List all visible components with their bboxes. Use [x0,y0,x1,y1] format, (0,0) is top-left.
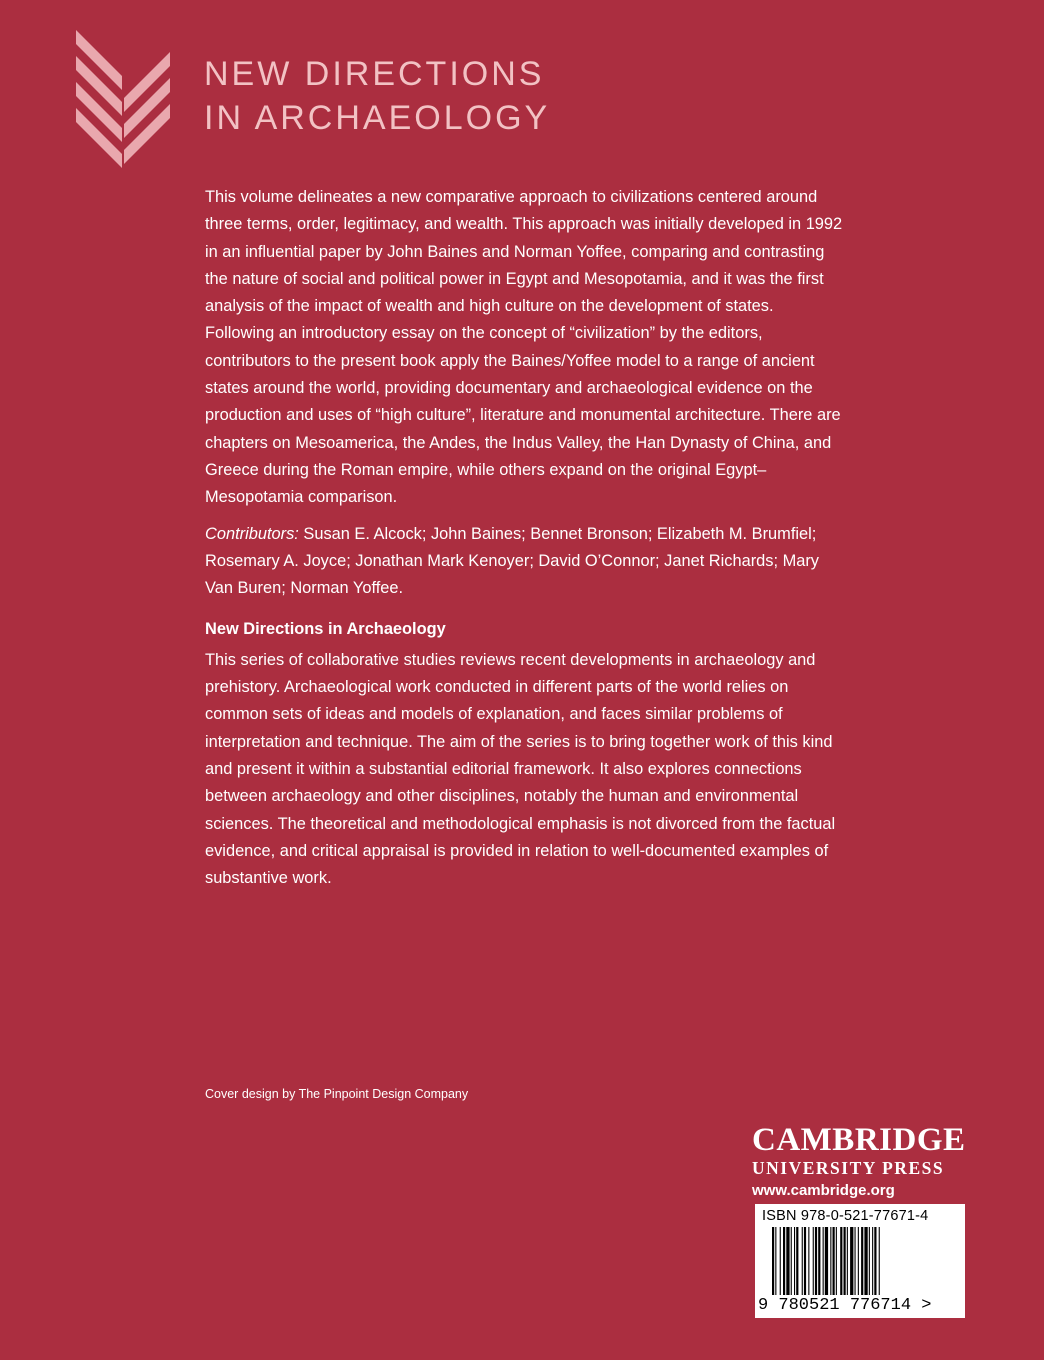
series-title-line2: IN ARCHAEOLOGY [204,99,551,137]
isbn-barcode-box [755,1204,965,1318]
series-description: This series of collaborative studies reviews recent developments in archaeology and prehistory. Archaeological work conducted in different parts of the world relies on common sets of ideas and models of explanation, and faces similar problems of interpretation and technique. The aim of the series is to bring together work of this kind and present it within a substantial editorial framework. It also explores connections between archaeology and other disciplines, notably the human and environmental sciences. The theoretical and methodological emphasis is not divorced from the factual evidence, and critical appraisal is provided in relation to well-documented examples of substantive work. [205,650,836,888]
barcode-digits: 9 780521 776714 > [758,1296,932,1315]
publisher-url: www.cambridge.org [752,1182,895,1199]
publisher-logo [752,1122,966,1199]
back-cover-text [205,184,845,892]
isbn-label: ISBN 978-0-521-77671-4 [762,1208,929,1224]
publisher-name: CAMBRIDGE [752,1122,966,1158]
series-heading: New Directions in Archaeology [205,620,446,639]
series-title [204,52,550,140]
contributors-label: Contributors: [205,524,299,543]
chevron-arrows-icon [76,30,170,172]
cover-design-credit: Cover design by The Pinpoint Design Company [205,1087,469,1101]
publisher-press: UNIVERSITY PRESS [752,1158,945,1178]
contributors-paragraph [205,521,845,603]
series-title-line1: NEW DIRECTIONS [204,55,545,93]
description-paragraph: This volume delineates a new comparative approach to civilizations centered around three terms, order, legitimacy, and wealth. This approach was initially developed in 1992 in an influential paper by John Baines and Norman Yoffee, comparing and contrasting the nature of social and political power in Egypt and Mesopotamia, and it was the first analysis of the impact of wealth and high culture on the development of states. Following an introductory essay on the concept of “civilization” by the editors, contributors to the present book apply the Baines/Yoffee model to a range of ancient states around the world, providing documentary and archaeological evidence on the production and uses of “high culture”, literature and monumental architecture. There are chapters on Mesoamerica, the Andes, the Indus Valley, the Han Dynasty of China, and Greece during the Roman empire, while others expand on the original Egypt–Mesopotamia comparison. [205,188,843,507]
contributors-names: Susan E. Alcock; John Baines; Bennet Bronson; Elizabeth M. Brumfiel; Rosemary A. Joyce; Jonathan Mark Kenoyer; David O’Connor; Janet Richards; Mary Van Buren; Norman Yoffee. [205,524,820,598]
barcode-icon [772,1227,948,1295]
